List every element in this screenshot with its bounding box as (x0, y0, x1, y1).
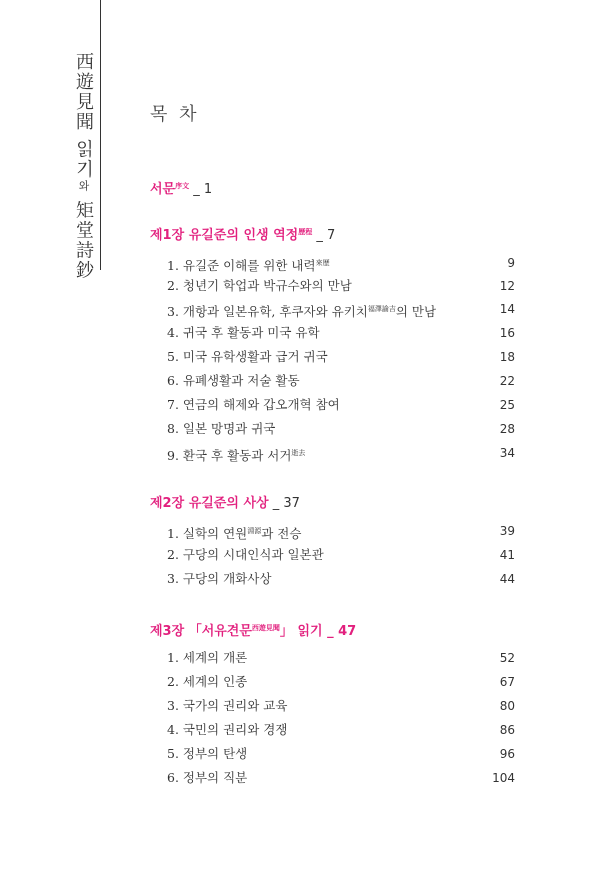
chapter-label: 제2장 (150, 496, 189, 511)
entry-page: 80 (499, 699, 515, 713)
book-series-title (72, 52, 94, 280)
entry-page: 14 (499, 302, 515, 316)
toc-entry[interactable] (167, 670, 515, 694)
section-hanja: 歷程 (298, 228, 313, 236)
entry-page: 9 (507, 256, 515, 270)
entry-page: 96 (499, 747, 515, 761)
toc-entry[interactable] (167, 321, 515, 345)
entry-page: 39 (499, 524, 515, 538)
toc-entry[interactable] (167, 369, 515, 393)
entry-title: 6. 유폐생활과 저술 활동 (167, 373, 300, 388)
entry-page: 104 (492, 771, 515, 785)
toc-entry[interactable] (167, 297, 515, 321)
toc-entry[interactable] (167, 694, 515, 718)
entry-title: 2. 구당의 시대인식과 일본관 (167, 547, 324, 562)
entry-title: 1. 세계의 개론 (167, 650, 248, 665)
entry-title: 6. 정부의 직분 (167, 770, 248, 785)
toc-entry[interactable] (167, 417, 515, 441)
entry-title: 9. 환국 후 활동과 서거 (167, 448, 292, 463)
entry-title: 5. 미국 유학생활과 급거 귀국 (167, 349, 328, 364)
entry-page: 12 (499, 279, 515, 293)
series-title-part-2: 읽기 (73, 139, 94, 180)
toc-entry[interactable] (167, 718, 515, 742)
entry-title: 1. 실학의 연원 (167, 526, 248, 541)
entry-title-tail: 과 전승 (261, 526, 302, 541)
toc-entry[interactable] (167, 646, 515, 670)
toc-entry[interactable] (167, 251, 515, 275)
vertical-divider-line (100, 0, 101, 270)
entry-page: 86 (499, 723, 515, 737)
toc-entry[interactable] (167, 345, 515, 369)
toc-entry[interactable] (167, 766, 515, 790)
entry-page: 18 (499, 350, 515, 364)
entry-page: 28 (499, 422, 515, 436)
entry-title: 2. 세계의 인종 (167, 674, 248, 689)
toc-section-chapter-1[interactable] (150, 224, 335, 243)
entry-hanja: 淵源 (247, 527, 262, 535)
entry-title: 1. 유길준 이해를 위한 내력 (167, 258, 316, 273)
entry-page: 34 (499, 446, 515, 460)
chapter-label: 제3장 (150, 624, 189, 639)
section-title: 유길준의 사상 (188, 496, 269, 511)
toc-entry[interactable] (167, 742, 515, 766)
series-title-connector: 와 (77, 179, 90, 193)
toc-section-chapter-2[interactable] (150, 492, 300, 511)
entry-title: 8. 일본 망명과 귀국 (167, 421, 276, 436)
section-hanja: 西遊見聞 (251, 624, 280, 632)
entry-title: 4. 국민의 권리와 경쟁 (167, 722, 288, 737)
entry-title: 2. 청년기 학업과 박규수와의 만남 (167, 278, 352, 293)
entry-title: 7. 연금의 해제와 갑오개혁 참여 (167, 397, 340, 412)
entry-page: 41 (499, 548, 515, 562)
entry-title: 5. 정부의 탄생 (167, 746, 248, 761)
series-title-part-4: 矩堂詩鈔 (73, 200, 94, 281)
toc-entry[interactable] (167, 441, 515, 465)
entry-title: 3. 개항과 일본유학, 후쿠자와 유키치 (167, 304, 368, 319)
section-title: 유길준의 인생 역정 (188, 228, 299, 243)
toc-entry[interactable] (167, 274, 515, 298)
toc-entry[interactable] (167, 543, 515, 567)
toc-section-preface[interactable] (150, 178, 212, 197)
section-title-tail: 」 읽기 _ 47 (279, 624, 357, 639)
section-title: 서문 (150, 182, 176, 197)
entry-hanja: 來歷 (315, 259, 330, 267)
entry-page: 52 (499, 651, 515, 665)
entry-hanja: 逝去 (291, 449, 306, 457)
section-hanja: 序文 (175, 182, 190, 190)
chapter-label: 제1장 (150, 228, 189, 243)
section-page: _ 37 (268, 496, 300, 511)
toc-entry[interactable] (167, 393, 515, 417)
section-title: 「서유견문 (188, 624, 252, 639)
entry-title-tail: 의 만남 (395, 304, 437, 319)
toc-section-chapter-3[interactable] (150, 620, 356, 639)
entry-title: 4. 귀국 후 활동과 미국 유학 (167, 325, 320, 340)
series-title-part-1: 西遊見聞 (73, 52, 94, 132)
entry-page: 44 (499, 572, 515, 586)
entry-title: 3. 국가의 권리와 교육 (167, 698, 288, 713)
toc-heading: 목 차 (150, 104, 200, 125)
entry-hanja: 福澤諭吉 (367, 305, 396, 313)
entry-page: 25 (499, 398, 515, 412)
entry-title: 3. 구당의 개화사상 (167, 571, 272, 586)
toc-entry[interactable] (167, 567, 515, 591)
section-page: _ 1 (189, 182, 213, 197)
entry-page: 22 (499, 374, 515, 388)
entry-page: 16 (499, 326, 515, 340)
toc-entry[interactable] (167, 519, 515, 543)
section-page: _ 7 (312, 228, 336, 243)
entry-page: 67 (499, 675, 515, 689)
